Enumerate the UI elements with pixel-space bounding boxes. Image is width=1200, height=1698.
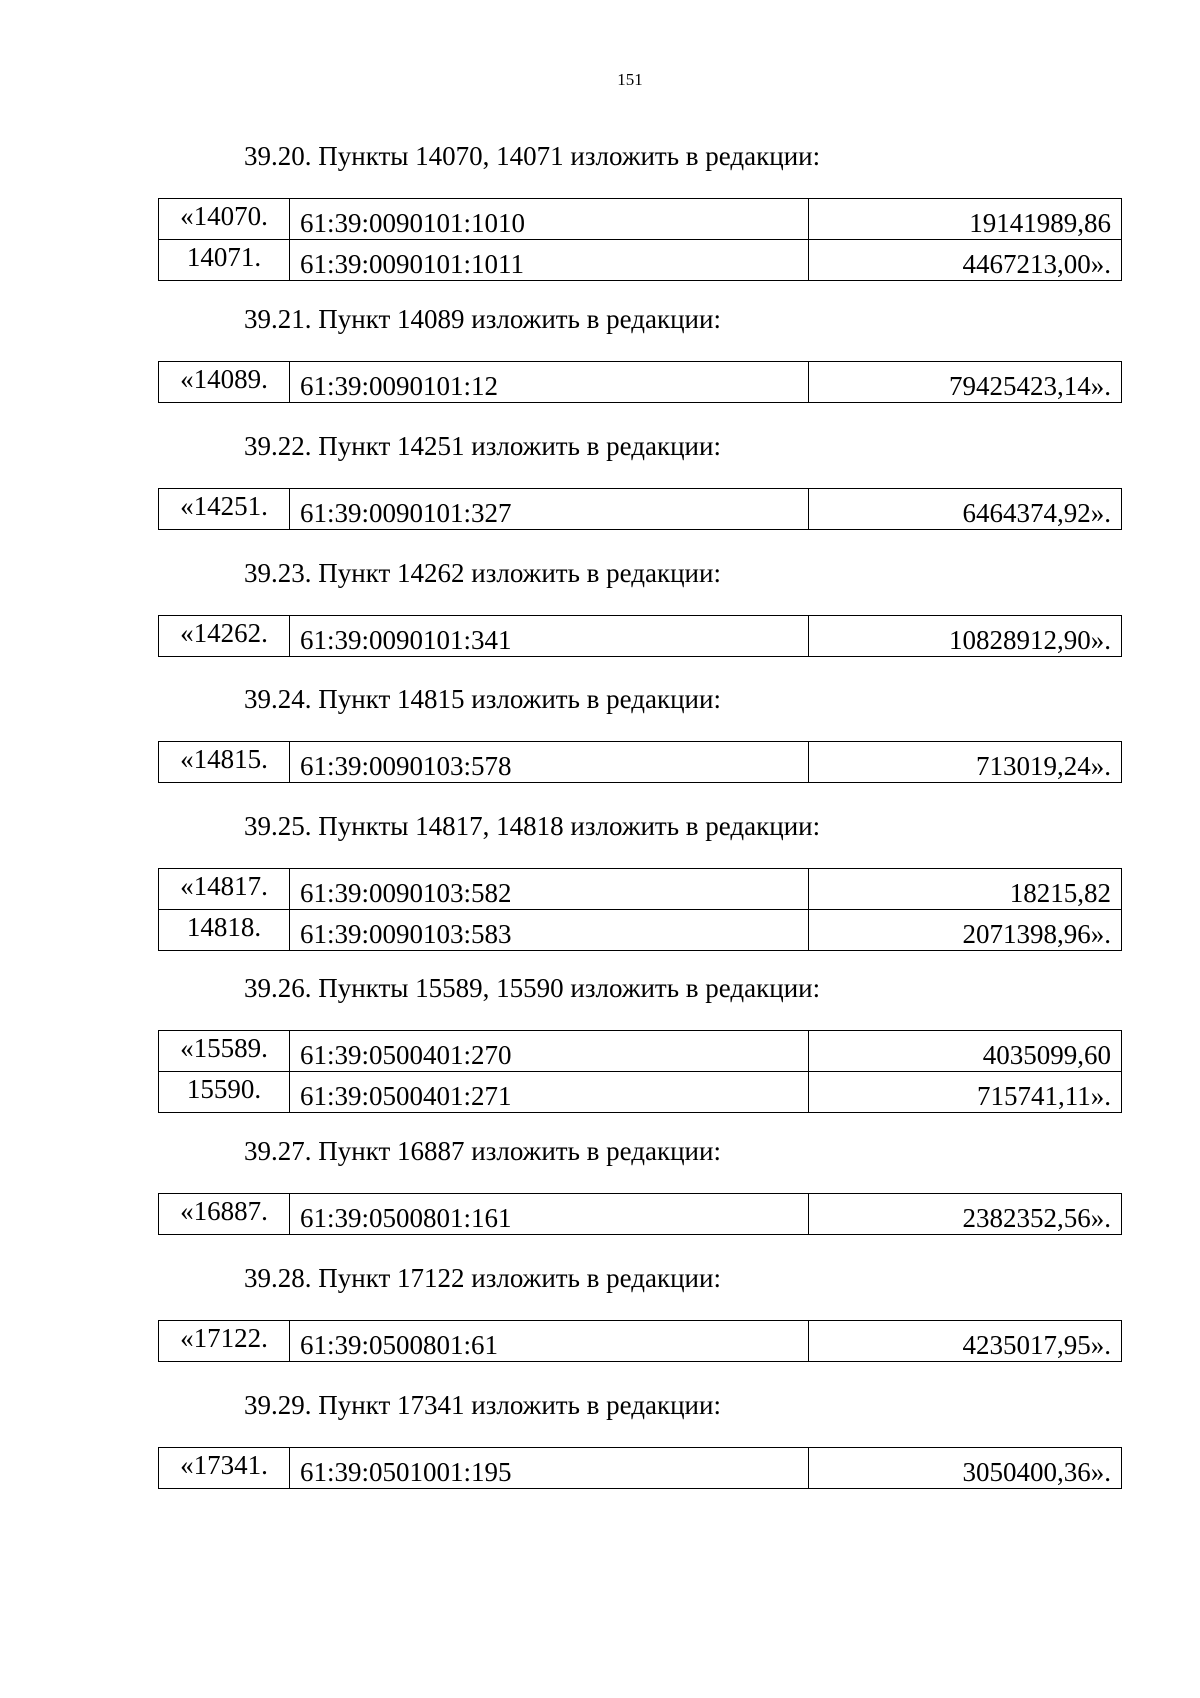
table-row [159,1448,1122,1489]
cadastral-value: 79425423,14». [809,362,1122,403]
cadastral-number: 61:39:0500801:161 [290,1194,809,1235]
cadastral-value: 6464374,92». [809,489,1122,530]
cadastral-number: 61:39:0090103:582 [290,869,809,910]
entries-table [158,1193,1122,1235]
table-row [159,1194,1122,1235]
cadastral-number: 61:39:0090101:12 [290,362,809,403]
cadastral-value: 2071398,96». [809,910,1122,951]
table-row [159,616,1122,657]
section-heading: 39.20. Пункты 14070, 14071 изложить в редакции: [244,141,821,171]
table-row [159,1031,1122,1072]
table-row [159,199,1122,240]
entries-table [158,1030,1122,1113]
cadastral-value: 715741,11». [809,1072,1122,1113]
cadastral-number: 61:39:0090101:1010 [290,199,809,240]
section-heading: 39.28. Пункт 17122 изложить в редакции: [244,1263,721,1293]
cadastral-value: 19141989,86 [809,199,1122,240]
cadastral-value: 18215,82 [809,869,1122,910]
entry-number: 15590. [159,1072,290,1113]
entries-table [158,198,1122,281]
entries-table [158,361,1122,403]
entries-table [158,1447,1122,1489]
cadastral-value: 4235017,95». [809,1321,1122,1362]
table-row [159,240,1122,281]
cadastral-number: 61:39:0501001:195 [290,1448,809,1489]
entry-number: «17341. [159,1448,290,1489]
entry-number: 14818. [159,910,290,951]
section-heading: 39.24. Пункт 14815 изложить в редакции: [244,684,721,714]
table-row [159,742,1122,783]
entries-table [158,868,1122,951]
cadastral-number: 61:39:0090101:327 [290,489,809,530]
table-row [159,362,1122,403]
entry-number: «14070. [159,199,290,240]
cadastral-value: 4467213,00». [809,240,1122,281]
entry-number: «14262. [159,616,290,657]
entry-number: «14815. [159,742,290,783]
entry-number: «14251. [159,489,290,530]
entry-number: 14071. [159,240,290,281]
cadastral-number: 61:39:0500401:271 [290,1072,809,1113]
section-heading: 39.26. Пункты 15589, 15590 изложить в редакции: [244,973,821,1003]
section-heading: 39.23. Пункт 14262 изложить в редакции: [244,558,721,588]
cadastral-value: 2382352,56». [809,1194,1122,1235]
cadastral-number: 61:39:0090101:341 [290,616,809,657]
entry-number: «15589. [159,1031,290,1072]
cadastral-value: 3050400,36». [809,1448,1122,1489]
section-heading: 39.27. Пункт 16887 изложить в редакции: [244,1136,721,1166]
section-heading: 39.21. Пункт 14089 изложить в редакции: [244,304,721,334]
cadastral-number: 61:39:0090103:578 [290,742,809,783]
table-row [159,910,1122,951]
entry-number: «14089. [159,362,290,403]
section-heading: 39.25. Пункты 14817, 14818 изложить в редакции: [244,811,821,841]
entries-table [158,615,1122,657]
cadastral-number: 61:39:0090101:1011 [290,240,809,281]
entry-number: «17122. [159,1321,290,1362]
table-row [159,1072,1122,1113]
entries-table [158,1320,1122,1362]
page-number: 151 [617,70,643,89]
section-heading: 39.22. Пункт 14251 изложить в редакции: [244,431,721,461]
table-row [159,1321,1122,1362]
entries-table [158,488,1122,530]
cadastral-number: 61:39:0500401:270 [290,1031,809,1072]
entries-table [158,741,1122,783]
table-row [159,869,1122,910]
entry-number: «16887. [159,1194,290,1235]
section-heading: 39.29. Пункт 17341 изложить в редакции: [244,1390,721,1420]
cadastral-value: 713019,24». [809,742,1122,783]
cadastral-value: 4035099,60 [809,1031,1122,1072]
cadastral-number: 61:39:0500801:61 [290,1321,809,1362]
entry-number: «14817. [159,869,290,910]
cadastral-number: 61:39:0090103:583 [290,910,809,951]
table-row [159,489,1122,530]
cadastral-value: 10828912,90». [809,616,1122,657]
